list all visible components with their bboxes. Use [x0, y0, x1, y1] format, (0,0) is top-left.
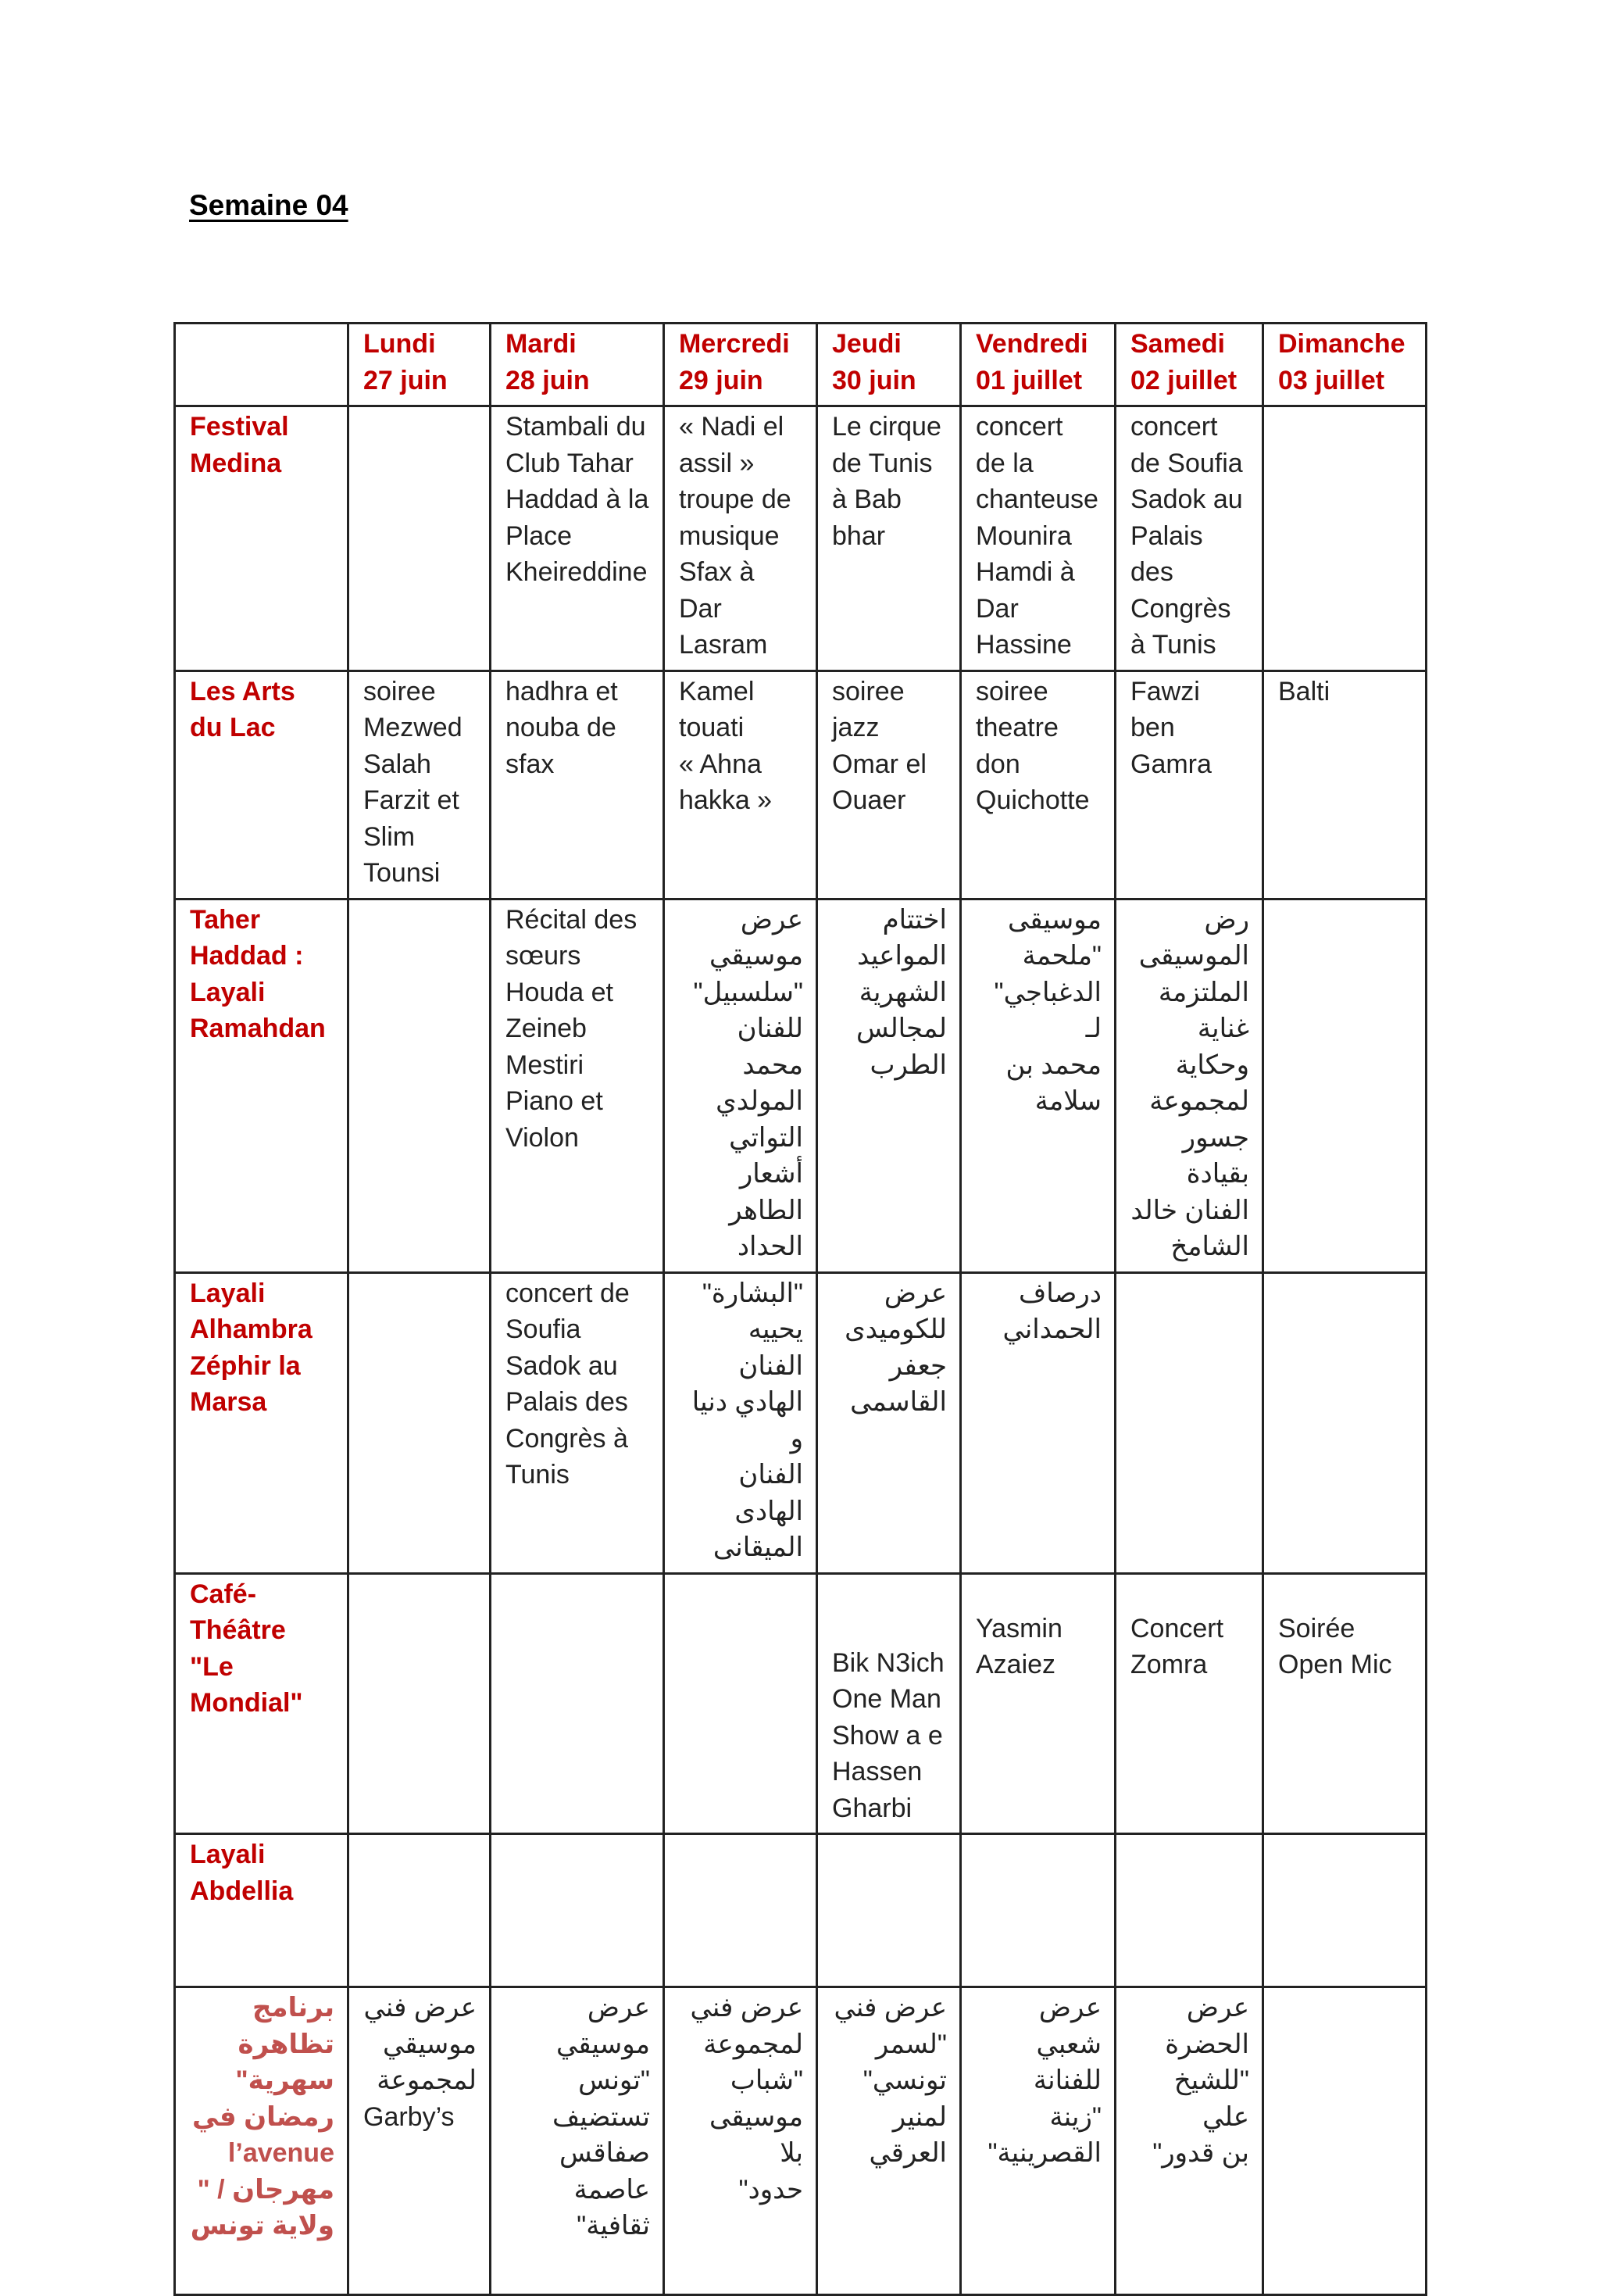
cell-line: « Ahna: [679, 749, 762, 779]
cell-line: Hassen: [832, 1757, 923, 1786]
cell-line: hakka »: [679, 785, 773, 815]
cell-line: يحييه الفنان: [738, 1314, 803, 1381]
cell-line: موسيقي: [709, 941, 803, 971]
cell-line: Sadok au: [505, 1350, 618, 1381]
event-cell: [1116, 1272, 1263, 1573]
label-line: Abdellia: [190, 1876, 294, 1906]
label-line: Medina: [190, 448, 282, 478]
row-label: [175, 1987, 348, 2295]
cell-line: de Tunis: [832, 448, 933, 478]
cell-line: Farzit et: [363, 785, 459, 815]
row-taher-haddad: [175, 899, 1427, 1272]
cell-line: troupe de: [679, 485, 791, 514]
cell-line: موسيقي: [382, 2029, 477, 2059]
cell-line: تستضيف: [552, 2101, 650, 2132]
cell-line: "ملحمة: [1022, 941, 1102, 971]
row-festival-medina: [175, 406, 1427, 671]
row-label: [175, 899, 348, 1272]
event-cell: [1263, 899, 1427, 1272]
page-heading: Semaine 04: [189, 189, 348, 221]
event-cell: [491, 406, 664, 671]
cell-line: عرض فني: [363, 1993, 477, 2022]
cell-line: Ouaer: [832, 785, 906, 815]
cell-line: Kheireddine: [505, 557, 648, 587]
cell-line: soiree: [832, 676, 905, 706]
cell-line: Tunis: [505, 1460, 570, 1490]
event-cell: [961, 899, 1116, 1272]
cell-line: Omar el: [832, 749, 927, 779]
event-cell: [348, 899, 491, 1272]
event-cell: [664, 899, 817, 1272]
cell-line: touati: [679, 713, 745, 742]
cell-line: Salah: [363, 749, 431, 779]
cell-line: assil »: [679, 448, 755, 478]
cell-line: Bik N3ich: [832, 1647, 945, 1678]
cell-line: hadhra et: [505, 676, 618, 706]
cell-line: Haddad à la: [505, 485, 649, 514]
row-layali-abdellia: [175, 1834, 1427, 1987]
cell-line: chanteuse: [976, 485, 1098, 514]
event-cell: [817, 1987, 961, 2295]
row-programme-ramadan: [175, 1987, 1427, 2295]
cell-line: Open Mic: [1278, 1650, 1392, 1679]
label-line: Haddad :: [190, 941, 304, 971]
event-cell: [817, 1834, 961, 1987]
label-line: ولاية تونس: [190, 2211, 334, 2241]
event-cell: [961, 1573, 1116, 1834]
event-cell: [817, 1573, 961, 1834]
cell-line: وحكاية: [1175, 1050, 1249, 1080]
event-cell: [1263, 1834, 1427, 1987]
cell-line: عرض شعبي: [1036, 1993, 1102, 2059]
event-cell: [491, 1573, 664, 1834]
cell-line: اختتام: [882, 904, 947, 935]
cell-line: Soufia: [505, 1314, 581, 1344]
cell-line: صفاقس: [559, 2138, 650, 2168]
cell-line: موسيقى بلا: [709, 2101, 803, 2168]
cell-line: à Bab: [832, 485, 902, 514]
cell-line: القصرينية": [988, 2138, 1102, 2168]
label-line: Festival: [190, 412, 289, 442]
cell-line: Sfax à Dar: [679, 557, 755, 624]
day-header: Samedi 02 juillet: [1116, 324, 1263, 406]
cell-line: Kamel: [679, 676, 755, 706]
header-row: [175, 324, 1427, 406]
event-cell: [664, 406, 817, 671]
label-line: " / مهرجان: [197, 2174, 334, 2205]
cell-line: Mestiri: [505, 1050, 584, 1080]
label-line: l’avenue: [227, 2138, 334, 2168]
cell-line: Place: [505, 520, 573, 551]
cell-line: soiree: [363, 676, 436, 706]
day-header: Vendredi 01 juillet: [961, 324, 1116, 406]
event-cell: [348, 671, 491, 899]
cell-line: Fawzi: [1130, 676, 1200, 706]
cell-line: concert: [976, 412, 1063, 442]
cell-line: Récital des: [505, 904, 638, 935]
event-cell: [348, 1573, 491, 1834]
cell-line: حدود": [738, 2174, 803, 2205]
cell-line: don: [976, 749, 1020, 779]
cell-line: العرقي: [869, 2138, 947, 2168]
event-cell: [1116, 899, 1263, 1272]
cell-line: Gharbi: [832, 1793, 912, 1823]
cell-line: nouba de: [505, 713, 616, 742]
row-label: [175, 1834, 348, 1987]
event-cell: [1263, 1987, 1427, 2295]
event-cell: [1263, 1272, 1427, 1573]
cell-line: Palais des: [1130, 520, 1203, 587]
cell-line: Gamra: [1130, 749, 1212, 779]
event-cell: [491, 671, 664, 899]
cell-line: لمجموعة: [377, 2065, 477, 2095]
cell-line: Hassine: [976, 630, 1072, 660]
day-header: Jeudi 30 juin: [817, 324, 961, 406]
cell-line: موسيقى: [1007, 904, 1102, 935]
cell-line: Congrès à: [505, 1423, 628, 1454]
cell-line: concert: [1130, 412, 1218, 442]
event-cell: [664, 1272, 817, 1573]
corner-cell: [175, 324, 348, 406]
label-line: Layali: [190, 977, 266, 1007]
cell-line: Congrès: [1130, 593, 1231, 624]
cell-line: Garby’s: [363, 2101, 455, 2132]
label-line: رمضان في: [191, 2101, 334, 2132]
cell-line: الطاهر: [729, 1195, 803, 1225]
cell-line: لمنير: [892, 2101, 947, 2132]
label-line: Les Arts: [190, 676, 295, 706]
event-cell: [664, 1987, 817, 2295]
cell-line: عرض فني: [834, 1993, 947, 2022]
event-cell: [961, 1987, 1116, 2295]
event-cell: [1116, 406, 1263, 671]
cell-line: Club Tahar: [505, 448, 634, 478]
label-line: du Lac: [190, 713, 276, 742]
label-line: "Le: [190, 1651, 234, 1682]
row-cafe-theatre-le-mondial: [175, 1573, 1427, 1834]
event-cell: [491, 899, 664, 1272]
cell-line: أشعار: [739, 1159, 803, 1189]
cell-line: Sadok au: [1130, 485, 1243, 514]
cell-line: soiree: [976, 676, 1048, 706]
cell-line: رض: [1204, 904, 1249, 935]
event-cell: [817, 1272, 961, 1573]
event-cell: [1116, 1987, 1263, 2295]
cell-line: Dar: [976, 593, 1019, 624]
event-cell: [348, 1272, 491, 1573]
cell-line: Violon: [505, 1122, 579, 1153]
event-cell: [1116, 1573, 1263, 1834]
cell-line: للفنان محمد: [737, 1014, 803, 1080]
cell-line: الفنان الهادى: [734, 1460, 803, 1526]
cell-line: "سلسبيل": [693, 977, 803, 1007]
label-line: Layali: [190, 1278, 266, 1308]
event-cell: [817, 406, 961, 671]
cell-line: للفنانة "زينة: [1033, 2065, 1102, 2132]
cell-line: التواتي: [729, 1122, 803, 1153]
cell-line: concert de: [505, 1278, 630, 1308]
cell-line: جعفر: [889, 1350, 947, 1381]
event-cell: [348, 1987, 491, 2295]
cell-line: sfax: [505, 749, 555, 779]
cell-line: Hamdi à: [976, 557, 1075, 587]
cell-line: الطرب: [870, 1050, 947, 1080]
day-header: Dimanche 03 juillet: [1263, 324, 1427, 406]
cell-line: musique: [679, 520, 780, 551]
event-cell: [1263, 671, 1427, 899]
cell-line: de la: [976, 448, 1034, 478]
label-line: Ramahdan: [190, 1014, 326, 1043]
cell-line: عرض: [884, 1278, 947, 1308]
cell-line: Zomra: [1130, 1650, 1208, 1679]
cell-line: لمجموعة: [1149, 1086, 1249, 1116]
cell-line: Palais des: [505, 1387, 628, 1417]
cell-line: محمد بن: [1005, 1050, 1102, 1080]
label-line: Théâtre: [190, 1615, 286, 1645]
event-cell: [961, 1834, 1116, 1987]
cell-line: Mounira: [976, 520, 1072, 551]
event-cell: [664, 1573, 817, 1834]
cell-line: Mezwed: [363, 713, 462, 742]
event-cell: [1263, 406, 1427, 671]
cell-line: « Nadi el: [679, 412, 784, 442]
cell-line: الشامخ: [1170, 1232, 1249, 1261]
cell-line: القاسمى: [850, 1387, 947, 1417]
day-header: Mardi 28 juin: [491, 324, 664, 406]
cell-line: Lasram: [679, 630, 768, 660]
event-cell: [961, 406, 1116, 671]
event-cell: [1116, 671, 1263, 899]
cell-line: bhar: [832, 520, 886, 551]
event-cell: [491, 1272, 664, 1573]
cell-line: Balti: [1278, 676, 1330, 706]
cell-line: Slim: [363, 821, 416, 852]
cell-line: de Soufia: [1130, 448, 1243, 478]
cell-line: عرض: [1186, 1993, 1249, 2022]
cell-line: "البشارة": [702, 1278, 803, 1308]
label-line: تظاهرة: [238, 2029, 334, 2059]
cell-line: jazz: [832, 713, 880, 742]
cell-line: الحداد: [737, 1232, 803, 1261]
cell-line: الملتزمة: [1158, 977, 1249, 1007]
cell-line: المواعيد: [857, 941, 947, 971]
cell-line: الشهرية: [859, 977, 947, 1007]
event-cell: [348, 406, 491, 671]
cell-line: المولدي: [716, 1086, 803, 1116]
cell-line: One Man: [832, 1684, 941, 1714]
cell-line: الحضرة: [1165, 2029, 1249, 2059]
cell-line: ben: [1130, 713, 1175, 742]
row-label: [175, 671, 348, 899]
cell-line: عرض: [740, 904, 803, 935]
cell-line: Quichotte: [976, 785, 1090, 815]
cell-line: لمجالس: [855, 1014, 947, 1043]
row-label: [175, 1573, 348, 1834]
day-header: Mercredi 29 juin: [664, 324, 817, 406]
event-cell: [1263, 1573, 1427, 1834]
label-line: Zéphir la: [190, 1350, 301, 1381]
label-line: Alhambra: [190, 1314, 312, 1344]
cell-line: لمجموعة: [703, 2029, 803, 2059]
cell-line: عرض فني: [690, 1993, 803, 2022]
cell-line: "تونس: [578, 2065, 650, 2095]
cell-line: "للشيخ علي: [1173, 2065, 1249, 2132]
cell-line: بن قدور": [1152, 2138, 1249, 2168]
event-cell: [961, 671, 1116, 899]
label-line: Marsa: [190, 1387, 267, 1417]
cell-line: Le cirque: [832, 412, 941, 442]
cell-line: جسور بقيادة: [1182, 1122, 1249, 1189]
cell-line: الميقانى: [712, 1532, 803, 1562]
label-line: Taher: [190, 904, 261, 935]
cell-line: الموسيقى: [1138, 941, 1249, 971]
cell-line: à Tunis: [1130, 630, 1216, 660]
row-label: [175, 406, 348, 671]
event-cell: [491, 1834, 664, 1987]
cell-line: Yasmin: [976, 1613, 1062, 1643]
cell-line: عاصمة ثقافية": [573, 2174, 650, 2241]
label-line: "سهرية: [235, 2065, 334, 2095]
cell-line: الهادي دنيا و: [691, 1387, 803, 1454]
event-cell: [664, 671, 817, 899]
cell-line: الدغباجي" لـ: [994, 977, 1102, 1043]
cell-line: Houda et: [505, 977, 613, 1007]
schedule-table: [173, 322, 1427, 2296]
cell-line: Piano et: [505, 1086, 603, 1116]
label-line: Mondial": [190, 1688, 303, 1718]
cell-line: الفنان خالد: [1130, 1195, 1249, 1225]
row-les-arts-du-lac: [175, 671, 1427, 899]
cell-line: "لسمر: [875, 2029, 947, 2059]
event-cell: [961, 1272, 1116, 1573]
cell-line: سلامة: [1034, 1086, 1102, 1116]
label-line: برنامج: [252, 1993, 334, 2022]
row-label: [175, 1272, 348, 1573]
label-line: Café-: [190, 1579, 257, 1609]
cell-line: "شباب: [730, 2065, 803, 2095]
event-cell: [491, 1987, 664, 2295]
row-layali-alhambra: [175, 1272, 1427, 1573]
cell-line: Show a e: [832, 1720, 943, 1751]
cell-line: Stambali du: [505, 412, 646, 442]
day-header: Lundi 27 juin: [348, 324, 491, 406]
cell-line: Soirée: [1278, 1613, 1355, 1643]
event-cell: [817, 899, 961, 1272]
cell-line: Azaiez: [976, 1650, 1056, 1679]
cell-line: للكوميدى: [845, 1314, 947, 1344]
cell-line: غناية: [1197, 1014, 1249, 1043]
cell-line: الحمداني: [1002, 1314, 1102, 1344]
cell-line: Tounsi: [363, 858, 441, 888]
event-cell: [348, 1834, 491, 1987]
cell-line: Zeineb: [505, 1014, 587, 1043]
event-cell: [664, 1834, 817, 1987]
cell-line: عرض موسيقي: [555, 1993, 650, 2059]
cell-line: Concert: [1130, 1613, 1224, 1643]
event-cell: [1116, 1834, 1263, 1987]
cell-line: درصاف: [1018, 1278, 1102, 1308]
cell-line: theatre: [976, 713, 1059, 742]
label-line: Layali: [190, 1840, 266, 1869]
cell-line: تونسي": [862, 2065, 947, 2095]
cell-line: sœurs: [505, 941, 581, 971]
event-cell: [817, 671, 961, 899]
